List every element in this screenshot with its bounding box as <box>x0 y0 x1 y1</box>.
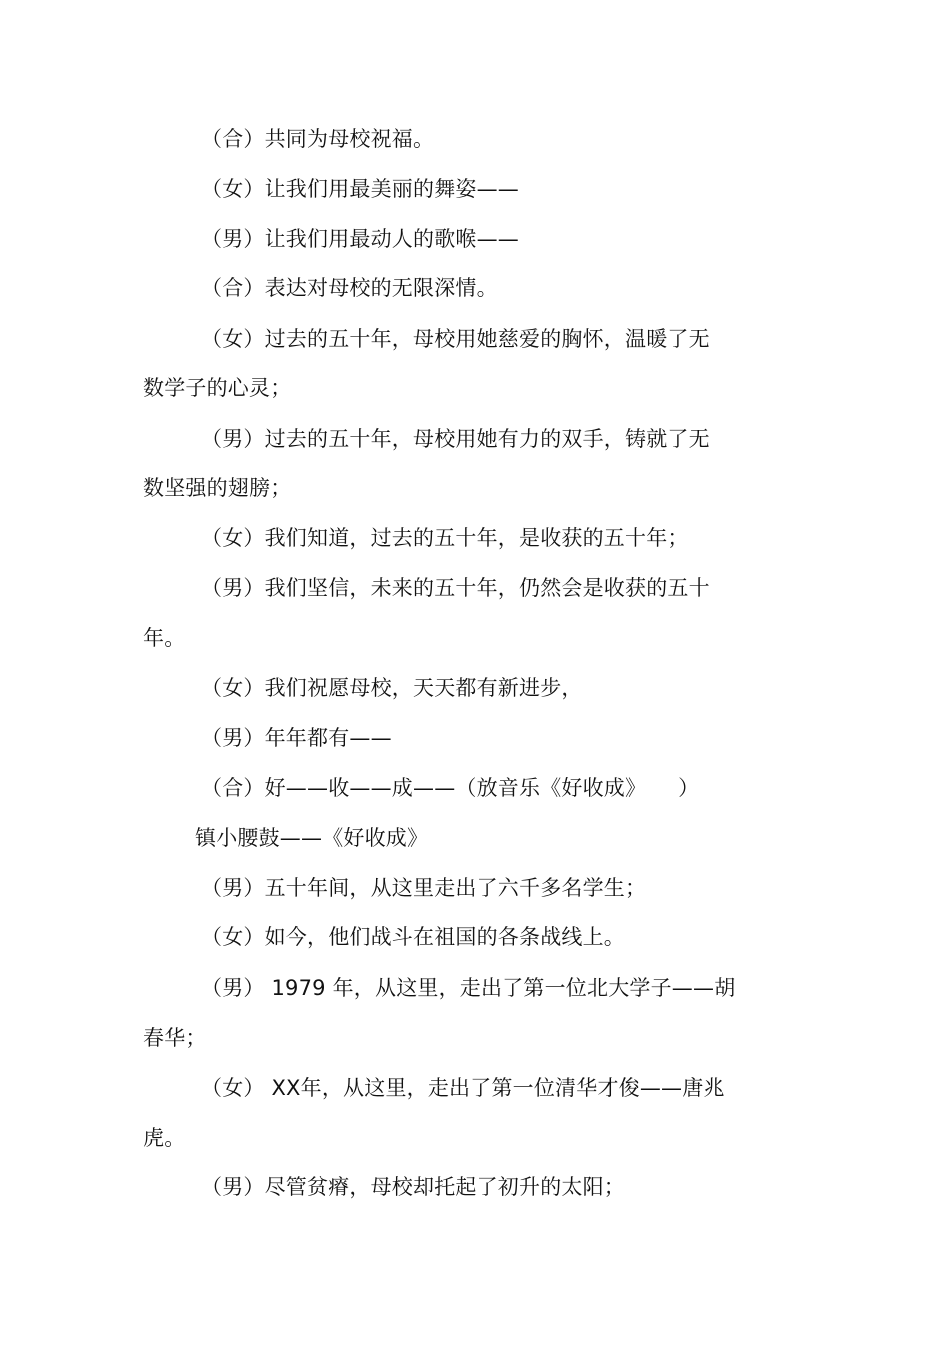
text-line: （女）让我们用最美丽的舞姿—— <box>201 177 519 201</box>
text-line: （男）让我们用最动人的歌喉—— <box>201 227 519 251</box>
text-line: 年。 <box>143 626 186 650</box>
text-line: （女）如今，他们战斗在祖国的各条战线上。 <box>201 925 625 949</box>
text-line: （女） XX年，从这里，走出了第一位清华才俊——唐兆 <box>201 1076 725 1100</box>
text-line: （男）年年都有—— <box>201 726 392 750</box>
text-line: 镇小腰鼓——《好收成》 <box>195 826 429 850</box>
text-line: （女）过去的五十年，母校用她慈爱的胸怀，温暖了无 <box>201 327 710 351</box>
text-line: 虎。 <box>143 1126 186 1150</box>
text-line: 数坚强的翅膀； <box>143 476 292 500</box>
text-line: （女）我们知道，过去的五十年，是收获的五十年； <box>201 526 689 550</box>
text-line: （男）五十年间，从这里走出了六千多名学生； <box>201 876 647 900</box>
text-line: 春华； <box>143 1026 207 1050</box>
text-line: （合）共同为母校祝福。 <box>201 127 435 151</box>
text-line: （女）我们祝愿母校，天天都有新进步， <box>201 676 583 700</box>
text-line: （合）好——收——成——（放音乐《好收成》 ） <box>201 776 700 800</box>
text-line: （男）我们坚信，未来的五十年，仍然会是收获的五十 <box>201 576 710 600</box>
text-line: 数学子的心灵； <box>143 376 292 400</box>
text-line: （男）尽管贫瘠，母校却托起了初升的太阳； <box>201 1175 625 1199</box>
text-line: （男） 1979 年，从这里，走出了第一位北大学子——胡 <box>201 976 736 1000</box>
text-line: （男）过去的五十年，母校用她有力的双手，铸就了无 <box>201 427 710 451</box>
text-line: （合）表达对母校的无限深情。 <box>201 276 498 300</box>
